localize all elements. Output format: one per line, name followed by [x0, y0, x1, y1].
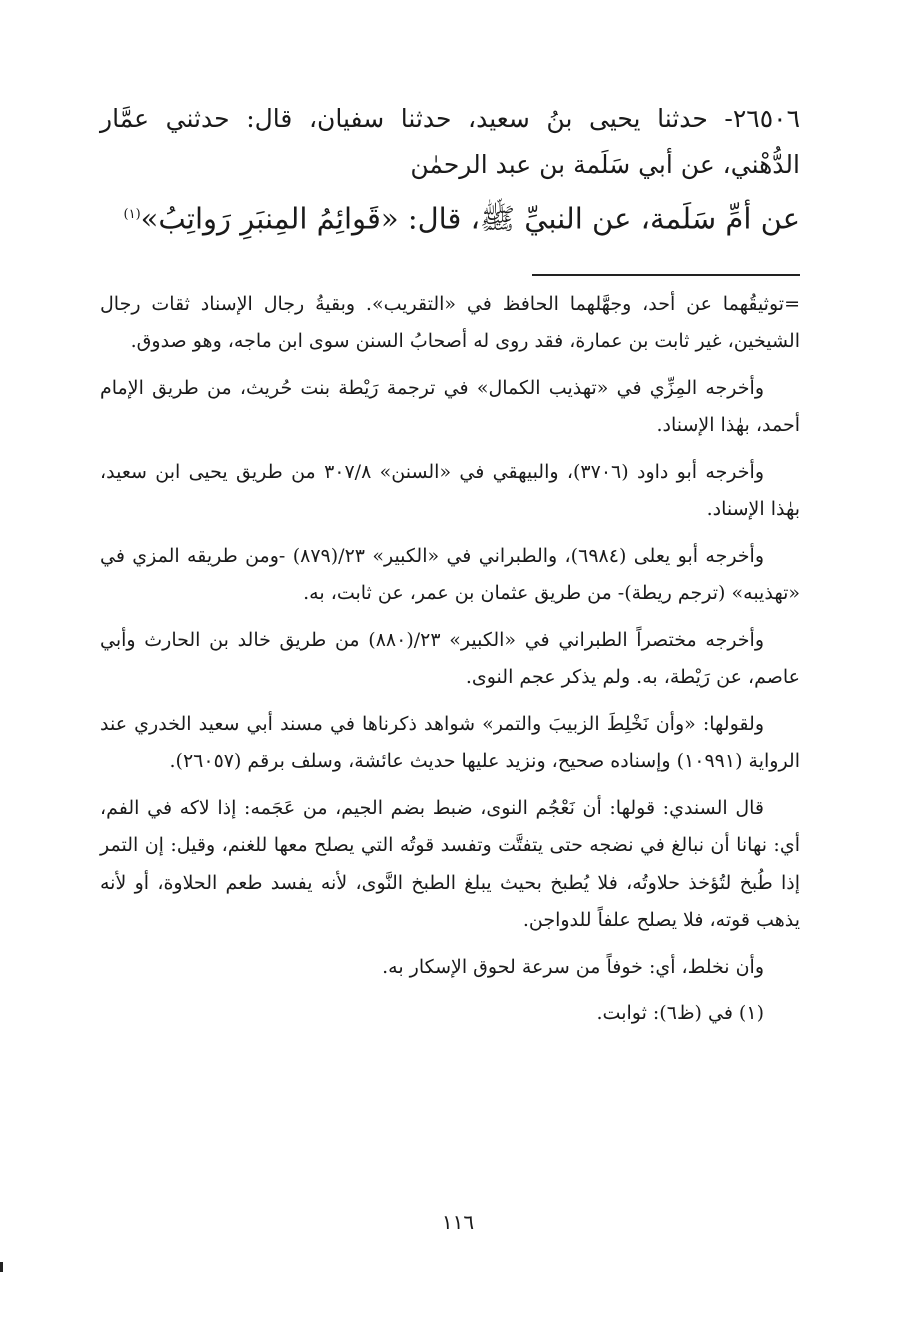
- hadith-text: [100, 96, 800, 246]
- note-paragraph: قال السندي: قولها: أن نَعْجُم النوى، ضبط بضم الجيم، من عَجَمه: إذا لاكه في الفم، أي: نهانا أن نبالغ في نضجه حتى يتفتَّت وتفسد قوتُه التي يصلح معها للغنم، وقيل: إن التمر إذا طُبخ لتُؤخذ حلاوتُه، فلا يُطبخ بحيث يبلغ الطبخ النَّوى، لأنه يفسد طعم الحلاوة، أو لأنه يذهب قوته، فلا يصلح علفاً للدواجن.: [100, 796, 800, 932]
- footnote-1: (١) في (ظ٦): ثوابت.: [596, 1002, 764, 1025]
- hadith-isnad: ٢٦٥٠٦- حدثنا يحيى بنُ سعيد، حدثنا سفيان، قال: حدثني عمَّار الدُّهْني، عن أبي سَلَمة بن عبد الرحمٰن: [100, 104, 800, 179]
- hadith-matn: [100, 188, 800, 246]
- note-paragraph: وأخرجه مختصراً الطبراني في «الكبير» ٢٣/(٨٨٠) من طريق خالد بن الحارث وأبي عاصم، عن رَيْطة، به. ولم يذكر عجم النوى.: [100, 628, 800, 689]
- page-number: ١١٦: [441, 1210, 475, 1234]
- note-paragraph: وأخرجه أبو يعلى (٦٩٨٤)، والطبراني في «الكبير» ٢٣/(٨٧٩) -ومن طريقه المزي في «تهذيبه» (ترجم ريطة)- من طريق عثمان بن عمر، عن ثابت، به.: [100, 544, 800, 605]
- hadith-matn-text: عن أمِّ سَلَمة، عن النبيِّ ﷺ، قال: «قَوائِمُ المِنبَرِ رَواتِبُ»: [140, 201, 800, 236]
- edge-mark: [0, 1262, 3, 1272]
- note-paragraph: ولقولها: «وأن نَخْلِطَ الزبيبَ والتمر» شواهد ذكرناها في مسند أبي سعيد الخدري عند الرواية (١٠٩٩١) وإسناده صحيح، ونزيد عليها حديث عائشة، وسلف برقم (٢٦٠٥٧).: [100, 712, 800, 773]
- note-paragraph: وأخرجه المِزِّي في «تهذيب الكمال» في ترجمة رَيْطة بنت حُريث، من طريق الإمام أحمد، بهٰذا الإسناد.: [100, 376, 800, 437]
- note-paragraph: =توثيقُهما عن أحد، وجهَّلهما الحافظ في «التقريب». وبقيةُ رجال الإسناد ثقات رجال الشيخين، غير ثابت بن عمارة، فقد روى له أصحابُ السنن سوى ابن ماجه، وهو صدوق.: [100, 292, 800, 353]
- note-paragraph: وأن نخلط، أي: خوفاً من سرعة لحوق الإسكار به.: [382, 955, 764, 978]
- footnote-divider: [532, 274, 800, 276]
- footnotes: [100, 286, 800, 1033]
- footnote-ref: (١): [123, 207, 141, 222]
- note-paragraph: وأخرجه أبو داود (٣٧٠٦)، والبيهقي في «السنن» ٣٠٧/٨ من طريق يحيى ابن سعيد، بهٰذا الإسناد.: [100, 460, 800, 521]
- page-body: [100, 96, 800, 1042]
